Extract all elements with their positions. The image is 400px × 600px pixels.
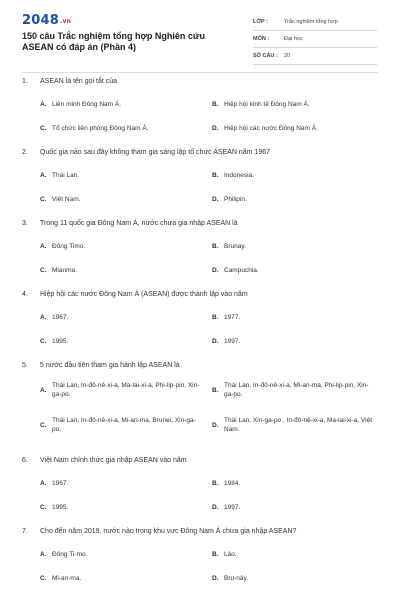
page-header — [0, 0, 400, 72]
meta-label: SỐ CÂU : — [253, 53, 278, 59]
option-letter: D. — [212, 338, 219, 345]
option-b[interactable] — [212, 171, 254, 180]
option-b[interactable] — [212, 550, 237, 559]
option-text: Thái Lan, In-đô-nê-xi-a, Mi-an-ma, Brunei, Xin-ga-po. — [52, 417, 196, 433]
question-text — [22, 362, 180, 369]
option-text: 1997. — [224, 338, 241, 345]
option-letter: A. — [40, 243, 47, 250]
option-d[interactable] — [212, 337, 240, 346]
option-c[interactable] — [40, 503, 68, 512]
header-divider — [22, 72, 378, 73]
meta-label: MÔN : — [253, 36, 270, 42]
option-c[interactable] — [40, 124, 148, 133]
option-text: Liên minh Đông Nam Á. — [52, 101, 122, 108]
option-c[interactable] — [40, 416, 202, 434]
question-3 — [22, 220, 382, 291]
option-letter: B. — [212, 172, 219, 179]
option-text: Brunay. — [224, 243, 246, 250]
question-number: 4. — [22, 291, 28, 298]
logo-text: 2048 — [22, 13, 59, 28]
option-letter: B. — [212, 101, 219, 108]
question-text — [22, 528, 296, 535]
option-a[interactable] — [40, 100, 121, 109]
question-number: 1. — [22, 78, 28, 85]
option-letter: A. — [40, 172, 47, 179]
option-c[interactable] — [40, 337, 68, 346]
option-text: Thái Lan. — [52, 172, 80, 179]
question-stem: 5 nước đầu tiên tham gia hành lập ASEAN là — [40, 362, 180, 369]
option-letter: D. — [212, 504, 219, 511]
option-c[interactable] — [40, 574, 81, 583]
option-letter: C. — [40, 504, 47, 511]
option-a[interactable] — [40, 242, 85, 251]
option-c[interactable] — [40, 266, 77, 275]
question-text — [22, 291, 248, 298]
option-a[interactable] — [40, 171, 79, 180]
option-a[interactable] — [40, 313, 68, 322]
option-text: Thái Lan, Xin-ga-po , In-đô-nê-xi-a, Ma-lai-xi-a, Việt Nam. — [224, 417, 372, 433]
option-letter: D. — [212, 267, 219, 274]
option-text: Campuchia. — [224, 267, 259, 274]
meta-row-class — [253, 14, 377, 31]
option-text: Lào. — [224, 551, 237, 558]
option-b[interactable] — [212, 479, 240, 488]
option-text: Mianma. — [52, 267, 77, 274]
question-4 — [22, 291, 382, 362]
option-text: 1995. — [52, 338, 69, 345]
option-letter: A. — [40, 314, 47, 321]
meta-value: Trắc nghiệm tổng hợp — [284, 19, 338, 25]
option-a[interactable] — [40, 550, 87, 559]
option-text: 1995. — [52, 504, 69, 511]
option-text: Đông Ti-mo. — [52, 551, 88, 558]
question-number: 5. — [22, 362, 28, 369]
meta-value: Đại học — [284, 36, 303, 42]
question-text — [22, 220, 238, 227]
option-text: Mi-an-ma. — [52, 575, 82, 582]
question-stem: ASEAN là tên gọi tắt của — [40, 78, 118, 85]
option-b[interactable] — [212, 381, 374, 399]
option-letter: A. — [40, 101, 47, 108]
option-letter: B. — [212, 314, 219, 321]
option-text: Đông Timo. — [52, 243, 86, 250]
meta-label: LỚP : — [253, 19, 268, 25]
meta-info — [253, 14, 377, 65]
question-number: 3. — [22, 220, 28, 227]
option-letter: C. — [40, 338, 47, 345]
option-letter: C. — [40, 575, 47, 582]
question-number: 7. — [22, 528, 28, 535]
option-letter: B. — [212, 386, 219, 394]
page-title: 150 câu Trắc nghiệm tổng hợp Nghiên cứu ASEAN có đáp án (Phần 4) — [22, 31, 205, 52]
question-stem: Cho đến năm 2019, nước nào trong khu vực Đông Nam Á chưa gia nhập ASEAN? — [40, 528, 297, 535]
option-b[interactable] — [212, 313, 240, 322]
meta-row-subject — [253, 31, 377, 48]
option-text: Thái Lan, In-đô-nê-xi-a, Mi-an-ma, Phi-lip-pin, Xin-ga-po. — [224, 382, 369, 398]
question-2 — [22, 149, 382, 220]
option-d[interactable] — [212, 124, 318, 133]
site-logo[interactable] — [22, 13, 71, 28]
option-text: 1967. — [52, 480, 69, 487]
option-d[interactable] — [212, 266, 259, 275]
question-list — [22, 78, 382, 599]
option-text: 1977. — [224, 314, 241, 321]
meta-row-count — [253, 48, 377, 65]
option-d[interactable] — [212, 195, 247, 204]
option-text: Hiệp hội kinh tế Đông Nam Á. — [224, 101, 310, 108]
option-text: 1984. — [224, 480, 241, 487]
option-a[interactable] — [40, 381, 202, 399]
option-text: Hiệp hội các nước Đông Nam Á. — [224, 125, 318, 132]
option-text: 1967. — [52, 314, 69, 321]
option-text: Việt Nam. — [52, 196, 81, 203]
question-number: 2. — [22, 149, 28, 156]
option-letter: B. — [212, 480, 219, 487]
option-letter: D. — [212, 421, 219, 429]
meta-value: 20 — [284, 53, 291, 59]
option-text: 1997. — [224, 504, 241, 511]
option-letter: D. — [212, 196, 219, 203]
question-7 — [22, 528, 382, 599]
option-b[interactable] — [212, 242, 246, 251]
option-c[interactable] — [40, 195, 80, 204]
option-letter: A. — [40, 480, 47, 487]
question-text — [22, 457, 187, 464]
option-letter: A. — [40, 551, 47, 558]
option-letter: D. — [212, 125, 219, 132]
logo-suffix: .vn — [59, 18, 72, 25]
option-text: Indonesia. — [224, 172, 254, 179]
question-6 — [22, 457, 382, 528]
question-stem: Trong 11 quốc gia Đông Nam Á, nước chưa gia nhập ASEAN là — [40, 220, 238, 227]
option-text: Tổ chức liên phòng Đông Nam Á. — [52, 125, 149, 132]
option-letter: C. — [40, 196, 47, 203]
option-letter: B. — [212, 243, 219, 250]
option-letter: B. — [212, 551, 219, 558]
option-letter: D. — [212, 575, 219, 582]
question-number: 6. — [22, 457, 28, 464]
option-letter: C. — [40, 125, 47, 132]
option-text: Bru-nây. — [224, 575, 249, 582]
question-text — [22, 149, 270, 156]
question-text — [22, 78, 117, 85]
option-text: Philipin. — [224, 196, 247, 203]
option-text: Thái Lan, In-đô-nê-xi-a, Ma-lai-xi-a, Phi-lip-pin, Xin-ga-po. — [52, 382, 200, 398]
option-a[interactable] — [40, 479, 68, 488]
question-5 — [22, 362, 382, 457]
option-d[interactable] — [212, 416, 374, 434]
option-b[interactable] — [212, 100, 310, 109]
question-stem: Hiệp hội các nước Đông Nam Á (ASEAN) được thành lập vào năm — [40, 291, 248, 298]
option-letter: C. — [40, 267, 47, 274]
option-letter: A. — [40, 386, 47, 394]
option-d[interactable] — [212, 503, 240, 512]
question-1 — [22, 78, 382, 149]
question-stem: Quốc gia nào sau đây không tham gia sáng lập tổ chức ASEAN năm 1967 — [40, 149, 270, 156]
option-d[interactable] — [212, 574, 248, 583]
option-letter: C. — [40, 421, 47, 429]
question-stem: Việt Nam chính thức gia nhập ASEAN vào năm — [40, 457, 187, 464]
